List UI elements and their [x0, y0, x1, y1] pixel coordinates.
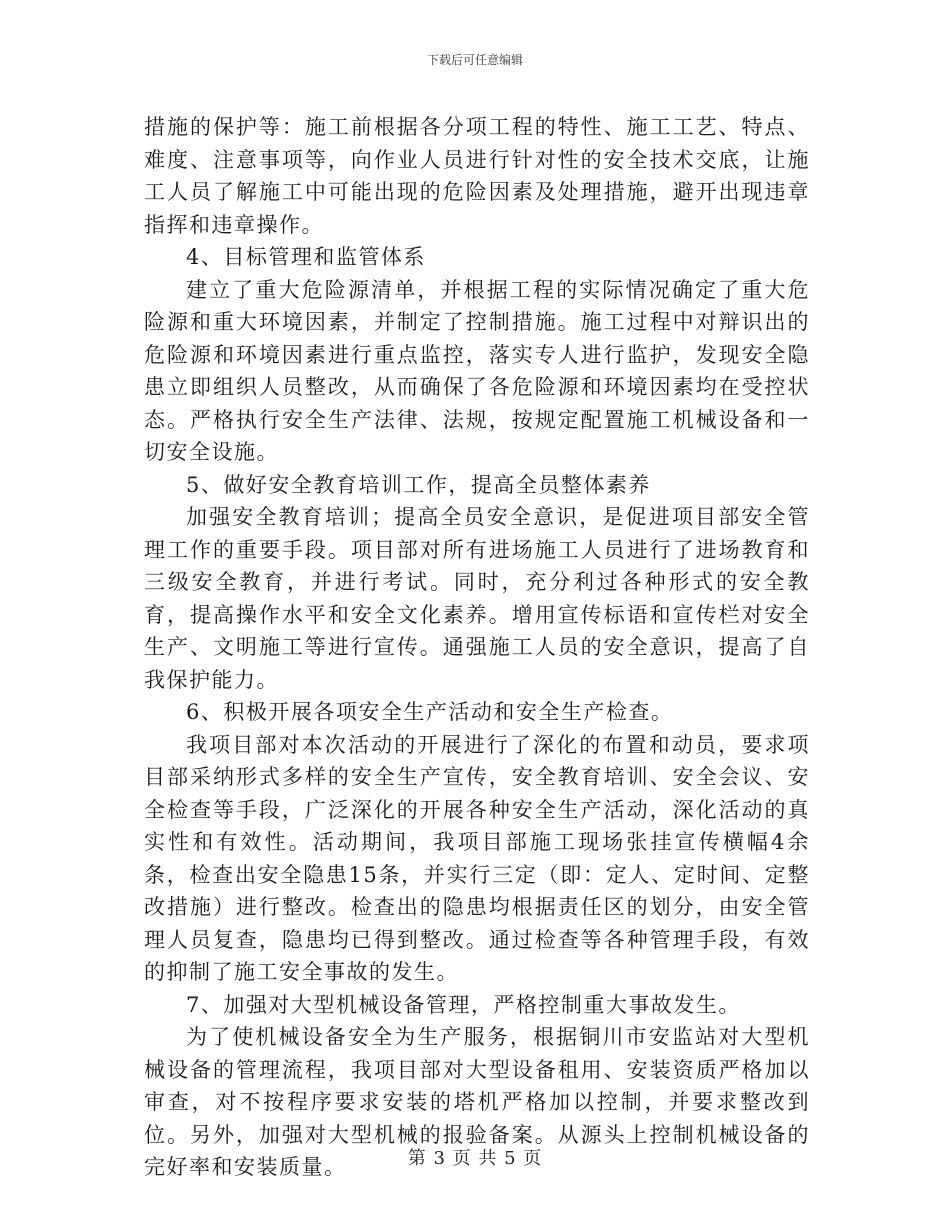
paragraph-safety-measures-continued: 措施的保护等：施工前根据各分项工程的特性、施工工艺、特点、难度、注意事项等，向作业人员进行针对性的安全技术交底，让施工人员了解施工中可能出现的危险因素及处理措施，避开出现违章指挥和违章操作。	[144, 115, 810, 237]
paragraph-safety-activities: 我项目部对本次活动的开展进行了深化的布置和动员，要求项目部采纳形式多样的安全生产宣传，安全教育培训、安全会议、安全检查等手段，广泛深化的开展各种安全生产活动，深化活动的真实性和有效性。活动期间，我项目部施工现场张挂宣传横幅4余条，检查出安全隐患15条，并实行三定（即：定人、定时间、定整改措施）进行整改。检查出的隐患均根据责任区的划分，由安全管理人员复查，隐患均已得到整改。通过检查等各种管理手段，有效的抑制了施工安全事故的发生。	[144, 732, 810, 984]
paragraph-machinery-management: 为了使机械设备安全为生产服务，根据铜川市安监站对大型机械设备的管理流程，我项目部对大型设备租用、安装资质严格加以审查，对不按程序要求安装的塔机严格加以控制，并要求整改到位。另外，加强对大型机械的报验备案。从源头上控制机械设备的完好率和安装质量。	[144, 1025, 810, 1179]
paragraph-safety-education: 加强安全教育培训；提高全员安全意识，是促进项目部安全管理工作的重要手段。项目部对所有进场施工人员进行了进场教育和三级安全教育，并进行考试。同时，充分利过各种形式的安全教育，提高操作水平和安全文化素养。增用宣传标语和宣传栏对安全生产、文明施工等进行宣传。通强施工人员的安全意识，提高了自我保护能力。	[144, 505, 810, 692]
document-body	[144, 111, 810, 1184]
heading-target-management: 4、目标管理和监管体系	[186, 245, 426, 269]
page-number-footer: 第 3 页 共 5 页	[407, 1148, 543, 1169]
page-header: 下载后可任意编辑	[426, 53, 523, 67]
heading-safety-education: 5、做好安全教育培训工作，提高全员整体素养	[186, 472, 651, 497]
heading-machinery-management: 7、加强对大型机械设备管理，严格控制重大事故发生。	[186, 992, 741, 1017]
heading-safety-activities: 6、积极开展各项安全生产活动和安全生产检查。	[186, 700, 674, 724]
paragraph-hazard-sources: 建立了重大危险源清单，并根据工程的实际情况确定了重大危险源和重大环境因素，并制定了控制措施。施工过程中对辩识出的危险源和环境因素进行重点监控，落实专人进行监护，发现安全隐患立即组织人员整改，从而确保了各危险源和环境因素均在受控状态。严格执行安全生产法律、法规，按规定配置施工机械设备和一切安全设施。	[144, 277, 810, 464]
